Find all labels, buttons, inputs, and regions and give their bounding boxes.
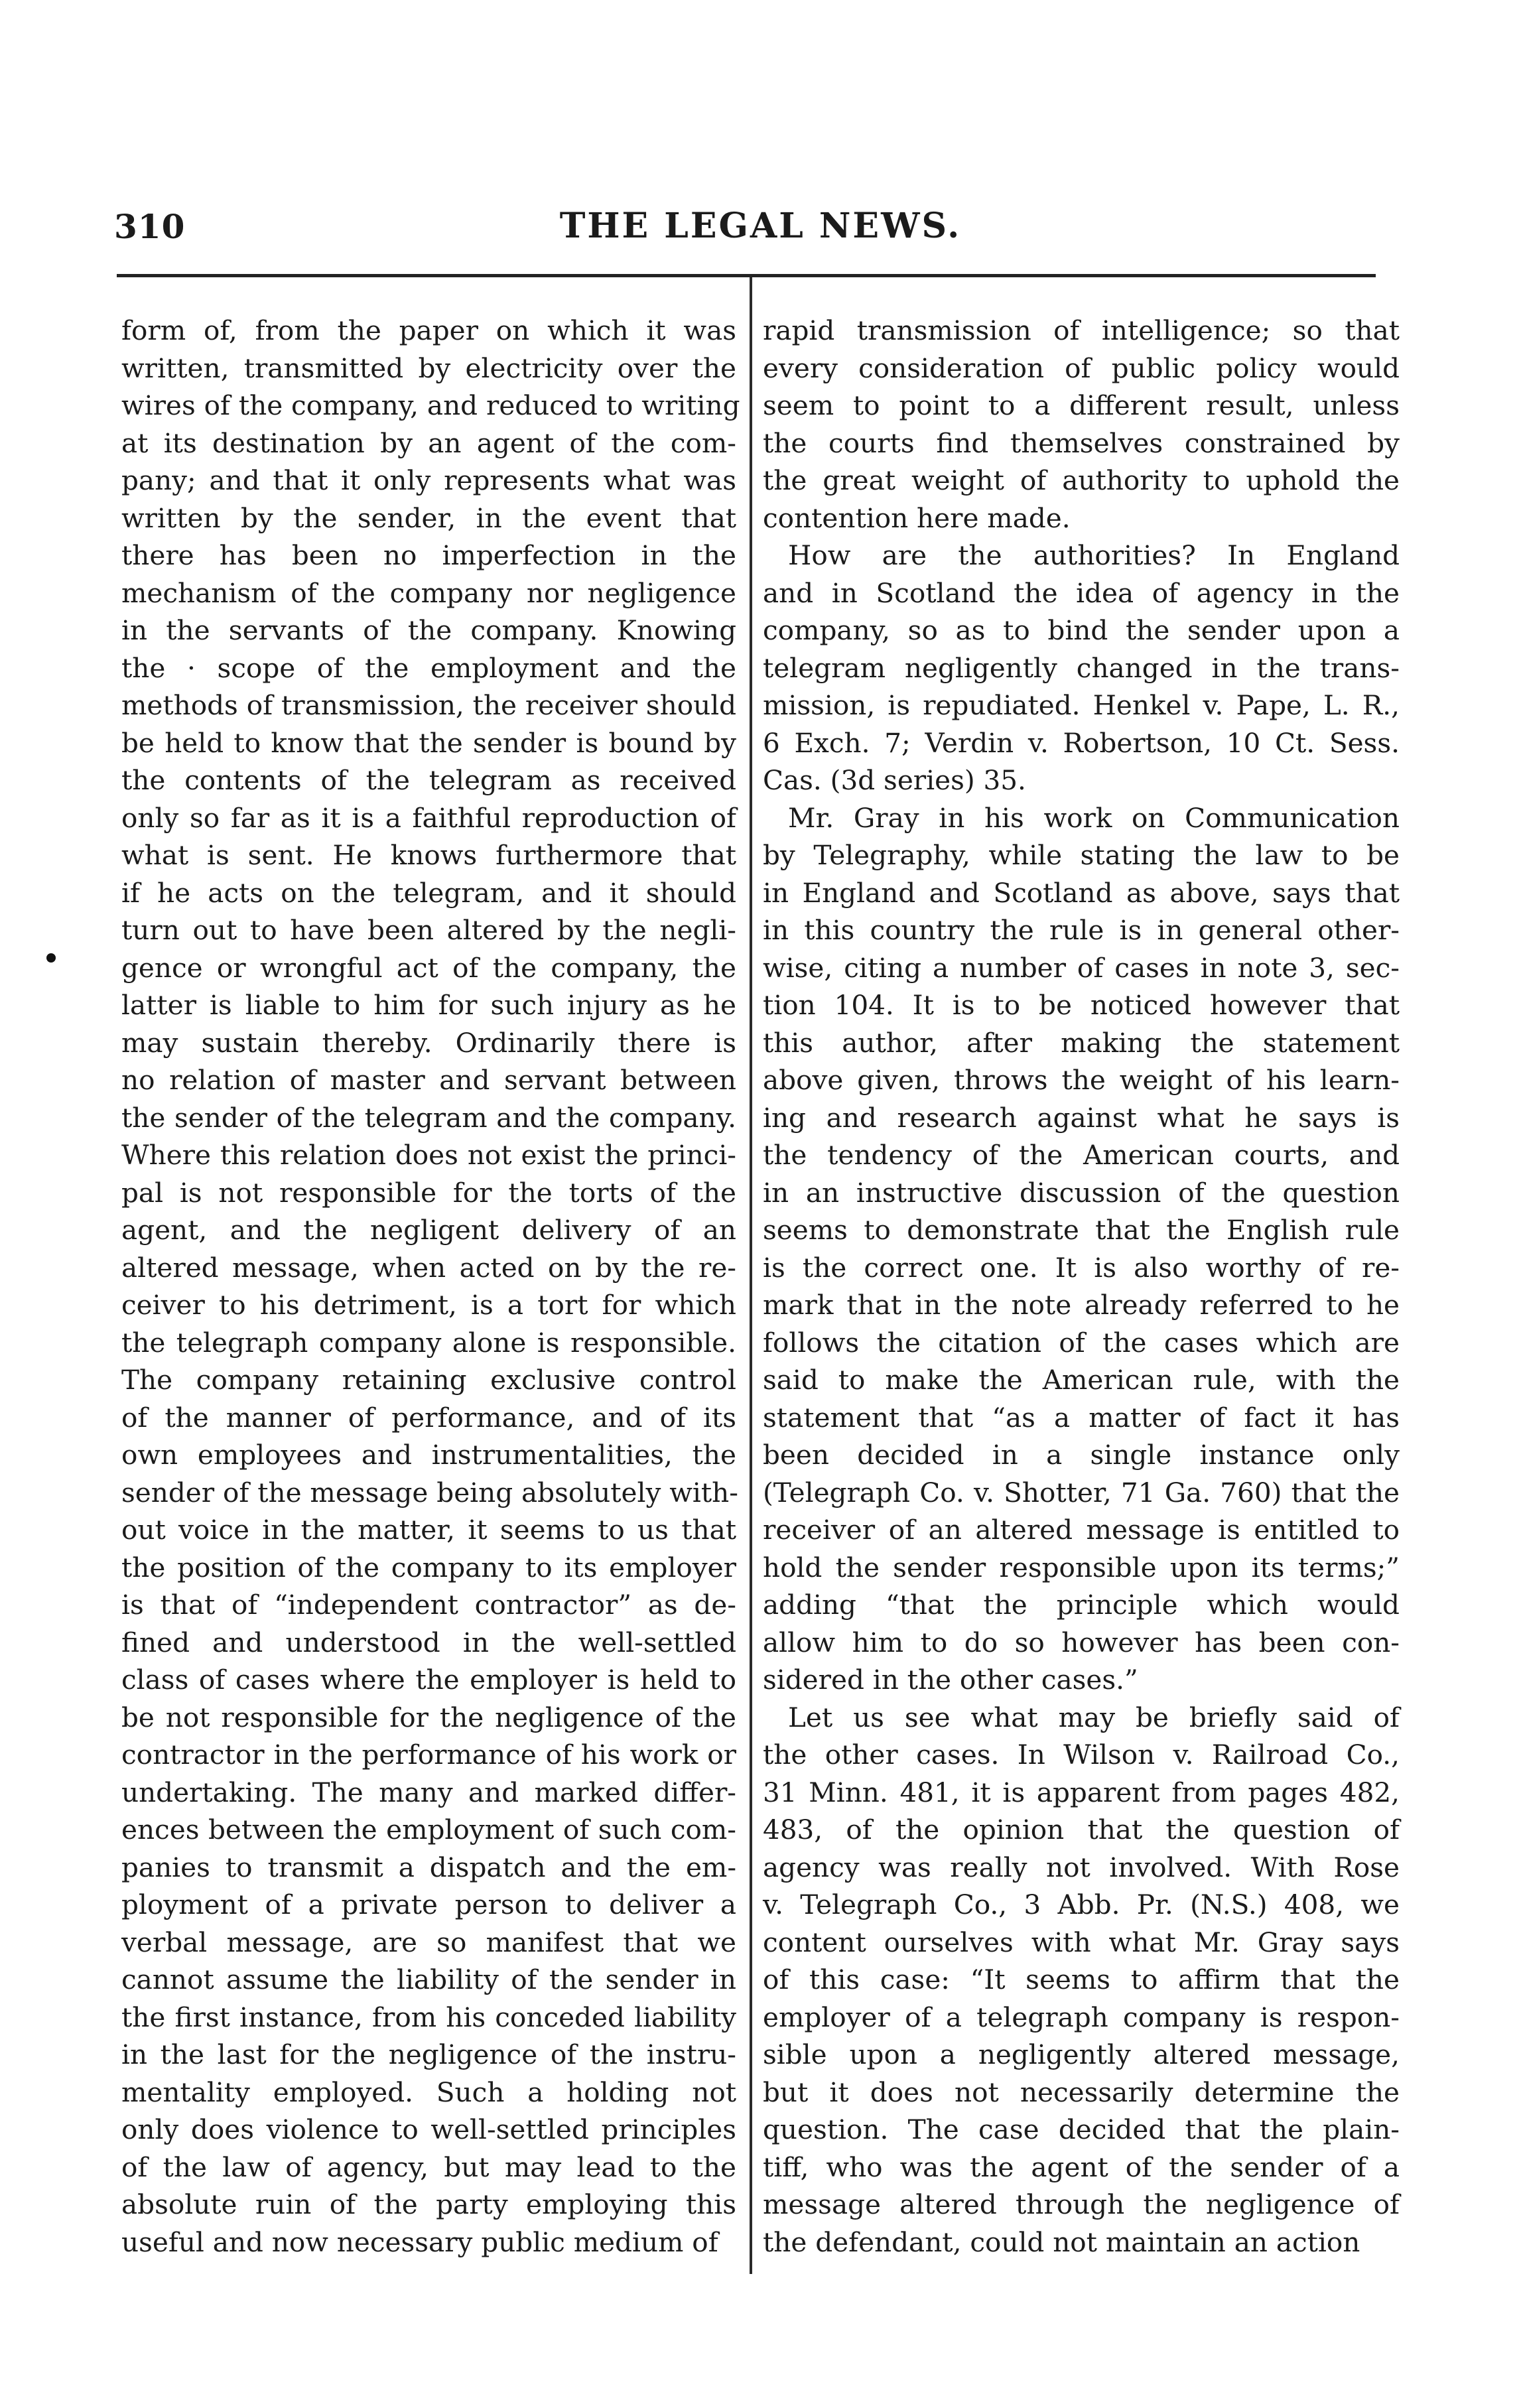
text-line: undertaking. The many and marked differ- (121, 1776, 736, 1808)
text-line: out voice in the matter, it seems to us that (121, 1514, 736, 1546)
right-column (763, 312, 1400, 2261)
text-line: of the manner of performance, and of its (121, 1401, 736, 1434)
text-line: tion 104. It is to be noticed however that (763, 989, 1400, 1021)
text-line: form of, from the paper on which it was (121, 314, 736, 346)
text-line: verbal message, are so manifest that we (121, 1926, 736, 1958)
text-line: no relation of master and servant between (121, 1064, 736, 1096)
text-line: the position of the company to its employer (121, 1551, 736, 1583)
text-line: the courts find themselves constrained by (763, 427, 1400, 459)
text-line: only so far as it is a faithful reproduction of (121, 801, 736, 834)
text-line: the contents of the telegram as received (121, 764, 736, 796)
text-line: How are the authorities? In England (788, 539, 1400, 571)
text-line: ceiver to his detriment, is a tort for which (121, 1289, 736, 1321)
text-line: fined and understood in the well-settled (121, 1626, 736, 1658)
text-line: sender of the message being absolutely with- (121, 1476, 738, 1508)
text-line: question. The case decided that the plain- (763, 2113, 1400, 2145)
text-line: wires of the company, and reduced to writing (121, 389, 740, 421)
text-line: hold the sender responsible upon its terms;” (763, 1551, 1400, 1583)
text-line: the telegraph company alone is responsible. (121, 1326, 736, 1359)
text-line: adding “that the principle which would (763, 1589, 1400, 1621)
text-line: is that of “independent contractor” as de- (121, 1589, 736, 1621)
text-line: 31 Minn. 481, it is apparent from pages 482, (763, 1776, 1400, 1808)
text-line: written by the sender, in the event that (121, 502, 736, 534)
text-line: mentality employed. Such a holding not (121, 2076, 736, 2108)
header-rule (117, 274, 1376, 277)
text-line: in the last for the negligence of the instru- (121, 2039, 736, 2070)
text-line: of the law of agency, but may lead to the (121, 2151, 736, 2183)
text-line: is the correct one. It is also worthy of re- (763, 1251, 1400, 1284)
text-line: be held to know that the sender is bound by (121, 726, 736, 759)
text-line: seems to demonstrate that the English rule (763, 1214, 1400, 1246)
left-column (121, 312, 740, 2261)
text-line: v. Telegraph Co., 3 Abb. Pr. (N.S.) 408, we (763, 1889, 1400, 1920)
text-line: allow him to do so however has been con- (763, 1626, 1400, 1658)
text-line: ployment of a private person to deliver a (121, 1889, 736, 1920)
text-line: altered message, when acted on by the re- (121, 1251, 736, 1284)
text-line: there has been no imperfection in the (121, 539, 736, 571)
text-line: may sustain thereby. Ordinarily there is (121, 1026, 736, 1059)
text-line: contractor in the performance of his work or (121, 1739, 736, 1771)
column-divider (750, 277, 752, 2274)
text-line: mark that in the note already referred to he (763, 1289, 1400, 1321)
text-line: mechanism of the company nor negligence (121, 576, 736, 609)
text-line: the · scope of the employment and the (121, 651, 736, 684)
text-line: Cas. (3d series) 35. (763, 764, 1026, 796)
text-line: at its destination by an agent of the com- (121, 427, 736, 459)
text-line: Mr. Gray in his work on Communication (788, 801, 1400, 834)
text-line: follows the citation of the cases which are (763, 1326, 1400, 1359)
text-line: 6 Exch. 7; Verdin v. Robertson, 10 Ct. Sess. (763, 726, 1400, 759)
text-line: ing and research against what he says is (763, 1101, 1400, 1134)
text-line: 483, of the opinion that the question of (763, 1814, 1400, 1845)
text-line: and in Scotland the idea of agency in the (763, 576, 1400, 609)
text-line: contention here made. (763, 502, 1071, 534)
text-line: pal is not responsible for the torts of the (121, 1176, 736, 1209)
text-line: the first instance, from his conceded liability (121, 2001, 736, 2033)
text-line: rapid transmission of intelligence; so that (763, 314, 1400, 346)
text-line: the defendant, could not maintain an action (763, 2226, 1360, 2258)
text-line: agency was really not involved. With Rose (763, 1851, 1400, 1883)
text-line: pany; and that it only represents what was (121, 464, 736, 496)
text-line: own employees and instrumentalities, the (121, 1439, 736, 1471)
text-line: written, transmitted by electricity over the (121, 352, 736, 384)
page-number: 310 (114, 207, 186, 246)
text-line: by Telegraphy, while stating the law to be (763, 839, 1400, 871)
text-line: company, so as to bind the sender upon a (763, 614, 1400, 646)
text-line: content ourselves with what Mr. Gray says (763, 1926, 1400, 1958)
text-line: The company retaining exclusive control (121, 1364, 736, 1396)
text-line: be not responsible for the negligence of the (121, 1701, 736, 1733)
running-head: THE LEGAL NEWS. (559, 206, 962, 246)
text-line: (Telegraph Co. v. Shotter, 71 Ga. 760) that the (763, 1476, 1400, 1508)
text-line: Where this relation does not exist the princi- (121, 1139, 736, 1171)
text-line: absolute ruin of the party employing this (121, 2188, 736, 2220)
text-line: Let us see what may be briefly said of (788, 1701, 1400, 1733)
text-line: latter is liable to him for such injury as he (121, 989, 736, 1021)
text-line: the sender of the telegram and the company. (121, 1101, 736, 1134)
text-line: if he acts on the telegram, and it should (121, 876, 736, 909)
text-line: message altered through the negligence of (763, 2188, 1400, 2220)
text-line: been decided in a single instance only (763, 1439, 1400, 1471)
text-line: mission, is repudiated. Henkel v. Pape, L. R., (763, 689, 1400, 721)
text-line: every consideration of public policy would (763, 352, 1400, 384)
text-line: employer of a telegraph company is respon- (763, 2001, 1400, 2033)
text-line: agent, and the negligent delivery of an (121, 1214, 736, 1246)
text-line: sible upon a negligently altered message, (763, 2039, 1400, 2070)
text-line: in the servants of the company. Knowing (121, 614, 736, 646)
text-line: in England and Scotland as above, says that (763, 876, 1400, 909)
text-line: only does violence to well-settled principles (121, 2113, 736, 2145)
text-line: said to make the American rule, with the (763, 1364, 1400, 1396)
text-line: above given, throws the weight of his learn- (763, 1064, 1400, 1096)
text-line: cannot assume the liability of the sender in (121, 1964, 736, 1995)
text-line: turn out to have been altered by the negli- (121, 914, 736, 946)
text-line: this author, after making the statement (763, 1026, 1400, 1059)
text-line: useful and now necessary public medium of (121, 2226, 718, 2258)
text-line: wise, citing a number of cases in note 3, sec- (763, 951, 1400, 984)
text-line: the other cases. In Wilson v. Railroad Co., (763, 1739, 1400, 1771)
text-line: tiff, who was the agent of the sender of a (763, 2151, 1400, 2183)
text-line: panies to transmit a dispatch and the em- (121, 1851, 736, 1883)
text-line: in an instructive discussion of the question (763, 1176, 1400, 1209)
stray-ink-dot (46, 953, 56, 963)
text-line: receiver of an altered message is entitled to (763, 1514, 1400, 1546)
text-line: methods of transmission, the receiver should (121, 689, 737, 721)
text-line: sidered in the other cases.” (763, 1664, 1138, 1696)
text-line: class of cases where the employer is held to (121, 1664, 736, 1696)
text-line: in this country the rule is in general other- (763, 914, 1400, 946)
text-line: the great weight of authority to uphold the (763, 464, 1400, 496)
text-line: telegram negligently changed in the trans- (763, 651, 1400, 684)
text-line: statement that “as a matter of fact it has (763, 1401, 1400, 1434)
text-line: the tendency of the American courts, and (763, 1139, 1400, 1171)
text-line: of this case: “It seems to affirm that the (763, 1964, 1400, 1995)
text-line: seem to point to a different result, unless (763, 389, 1400, 421)
text-line: gence or wrongful act of the company, the (121, 951, 736, 984)
text-line: what is sent. He knows furthermore that (121, 839, 736, 871)
text-line: but it does not necessarily determine the (763, 2076, 1400, 2108)
text-line: ences between the employment of such com- (121, 1814, 736, 1845)
